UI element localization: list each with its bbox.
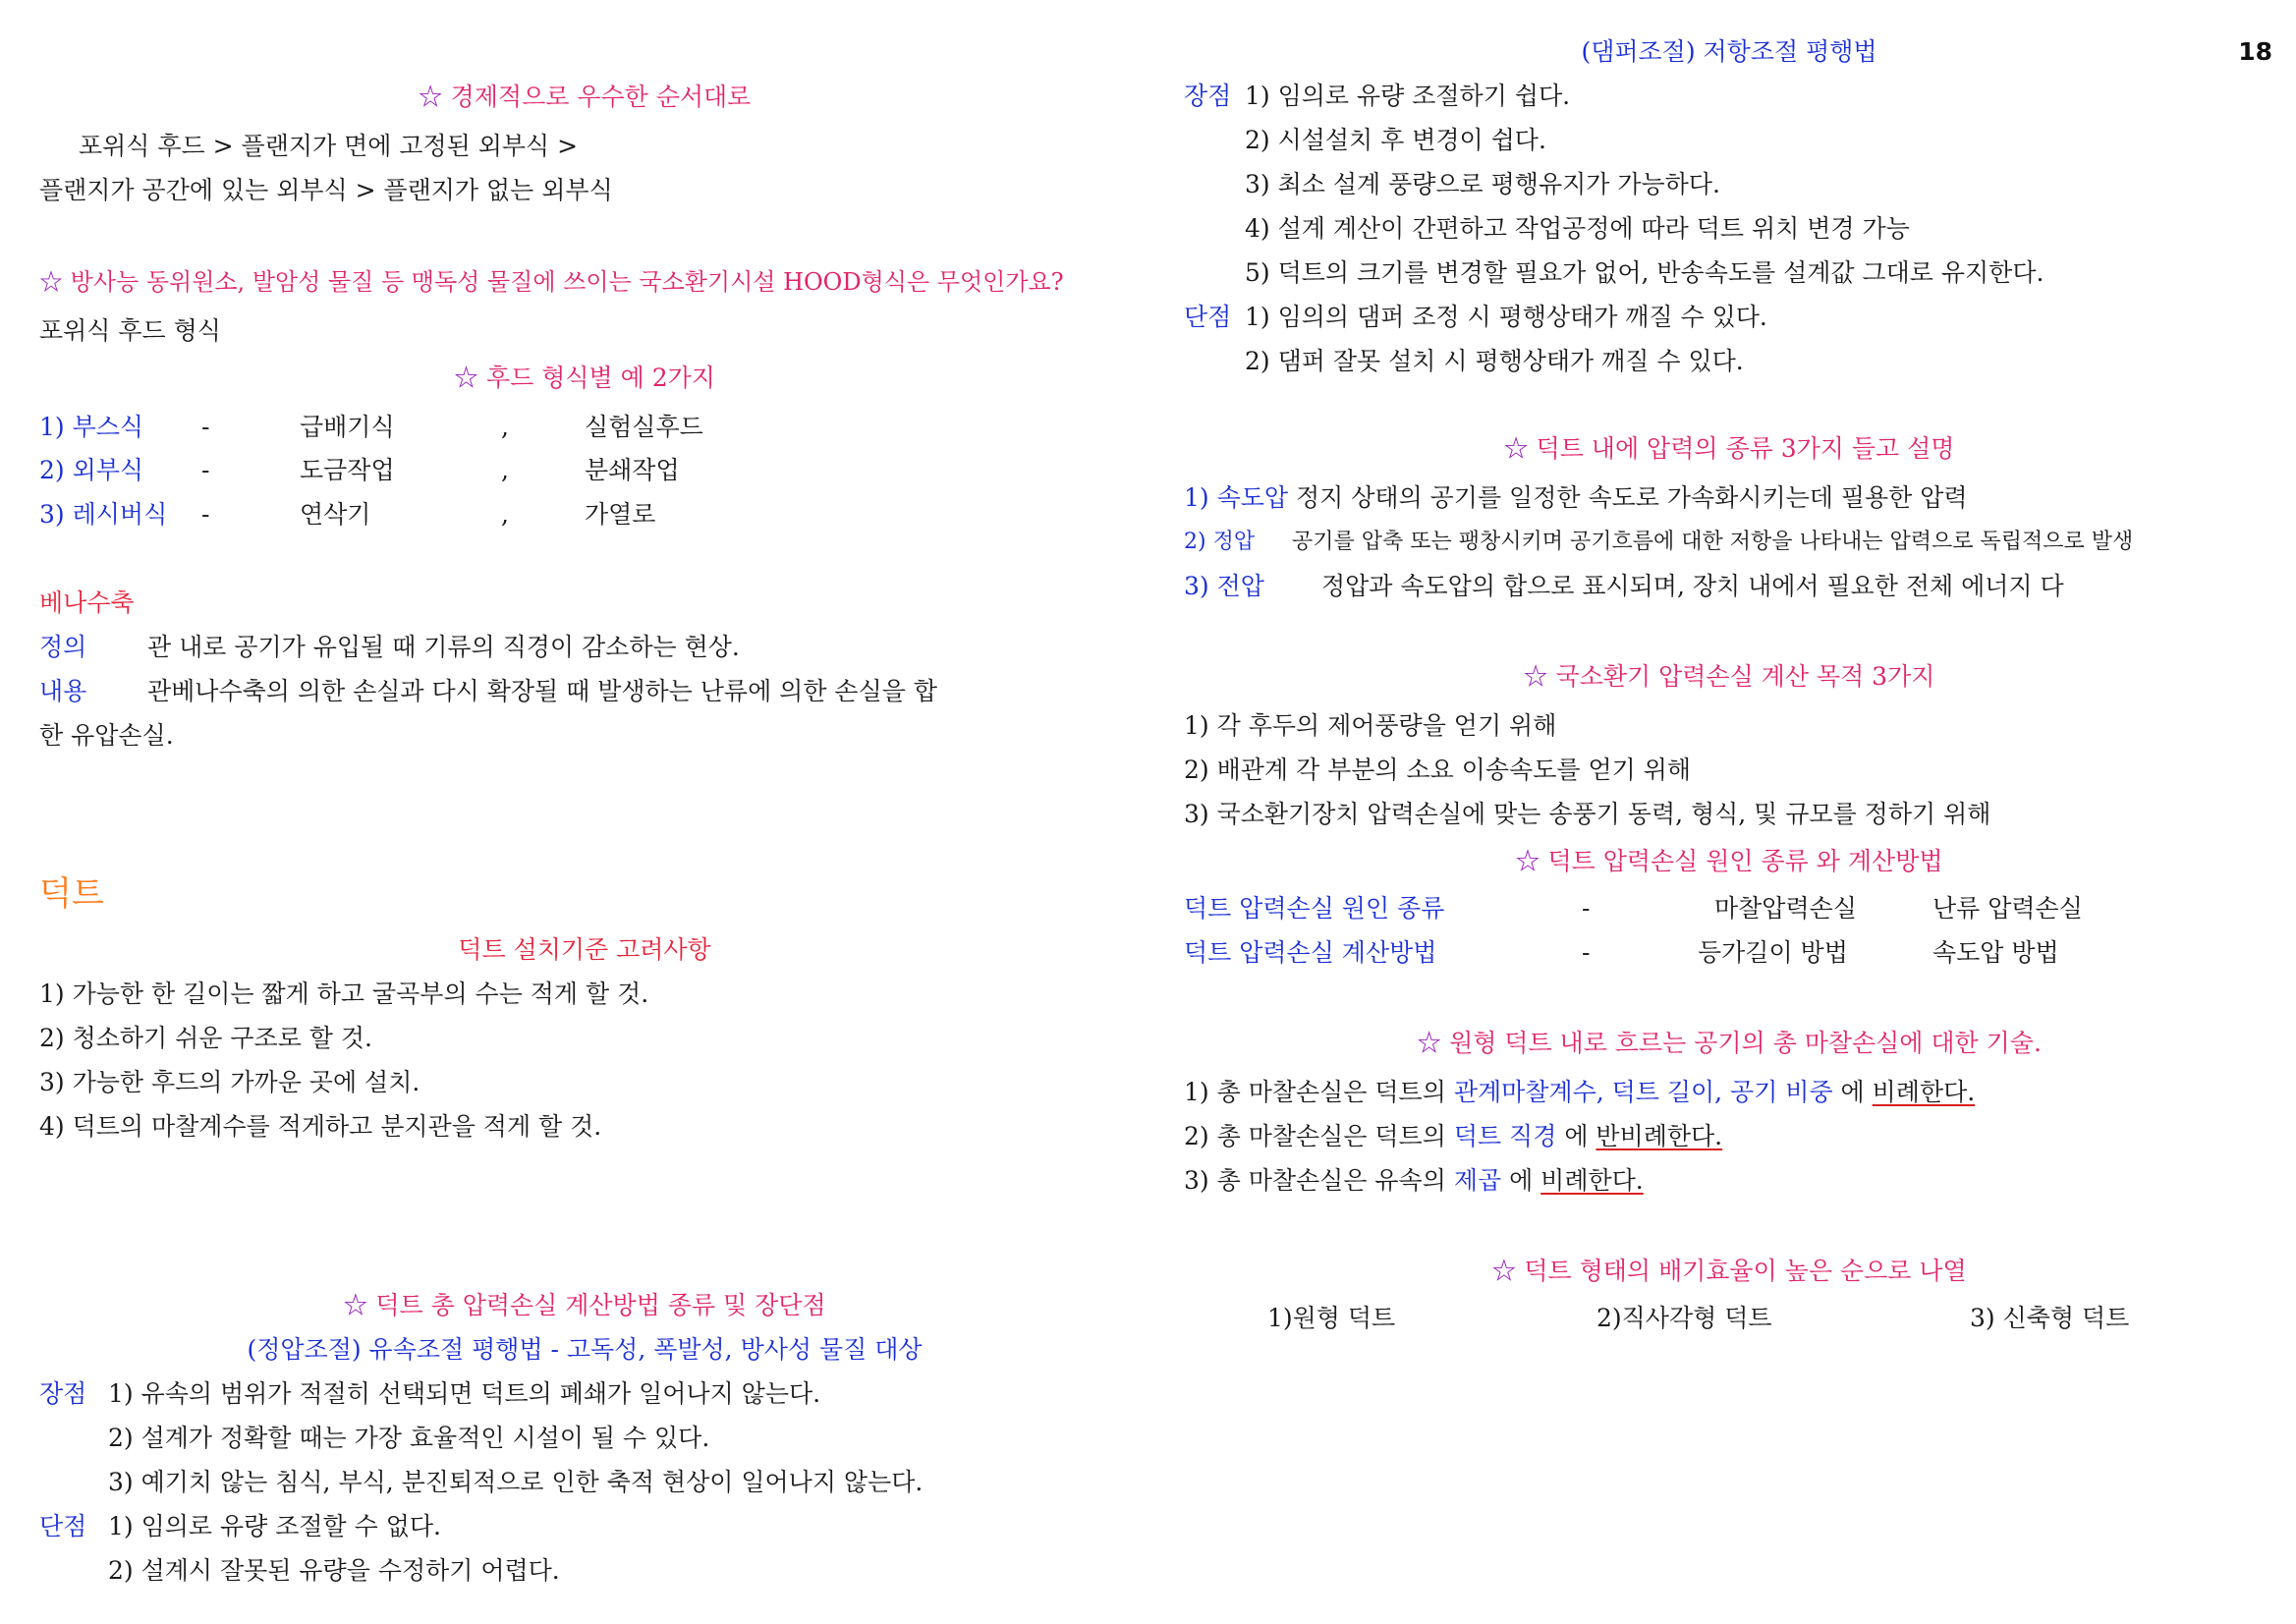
hood-example: 도금작업 (300, 456, 395, 484)
shape-1: 1)원형 덕트 (1267, 1304, 1396, 1332)
friction-relation: 비례한다. (1540, 1166, 1644, 1195)
hood-type-name: 레시버식 (72, 500, 168, 529)
pressure-title: 덕트 내에 압력의 종류 3가지 들고 설명 (1536, 434, 1955, 463)
shape-heading (1184, 1255, 2274, 1288)
star-icon: ☆ (1523, 662, 1548, 691)
purpose-heading (1184, 660, 2274, 694)
friction-text: 에 (1556, 1122, 1596, 1150)
dash: - (201, 456, 210, 484)
vena-content (39, 675, 937, 708)
hood-type-2-label (39, 454, 143, 487)
pressure-label: 3) 전압 (1184, 572, 1264, 600)
list-number: 2) (39, 456, 65, 484)
econ-line-1: 포위식 후드 > 플랜지가 면에 고정된 외부식 > (79, 132, 579, 160)
calc-title: 덕트 총 압력손실 계산방법 종류 및 장단점 (375, 1291, 826, 1319)
pressure-text: 공기를 압축 또는 팽창시키며 공기흐름에 대한 저항을 나타내는 압력으로 독립적으로 발생 (1292, 530, 2134, 554)
star-icon: ☆ (1503, 434, 1529, 463)
friction-item-1 (1184, 1076, 1975, 1109)
friction-item-3 (1184, 1164, 1644, 1198)
damper-adv-1 (1184, 80, 1570, 113)
friction-text: 2) 총 마찰손실은 덕트의 (1184, 1122, 1454, 1150)
vena-title: 베나수축 (39, 588, 135, 617)
dash: - (1582, 938, 1591, 967)
dash: - (201, 413, 210, 441)
star-icon: ☆ (1515, 847, 1540, 875)
content-text: 관베나수축의 의한 손실과 다시 확장될 때 발생하는 난류에 의한 손실을 합 (147, 677, 937, 705)
damper-disadv-1 (1184, 301, 1767, 334)
content-label: 내용 (39, 677, 87, 705)
page-number: 18 (2238, 37, 2272, 66)
hood-example: 분쇄작업 (585, 456, 680, 484)
purpose-title: 국소환기 압력손실 계산 목적 3가지 (1555, 662, 1935, 691)
advantage-label: 장점 (39, 1379, 87, 1408)
advantage-label: 장점 (1184, 82, 1232, 110)
list-item: 4) 덕트의 마찰계수를 적게하고 분지관을 적게 할 것. (39, 1112, 602, 1141)
comma: , (501, 456, 509, 484)
pressure-label: 1) 속도압 (1184, 483, 1289, 512)
hood-types-title: 후드 형식별 예 2가지 (486, 364, 715, 392)
disadvantage-label: 단점 (39, 1512, 87, 1540)
list-item: 5) 덕트의 크기를 변경할 필요가 없어, 반송속도를 설계값 그대로 유지한다. (1245, 258, 2044, 287)
calc-heading (39, 1289, 1130, 1322)
pressure-item-1 (1184, 481, 1968, 515)
friction-title: 원형 덕트 내로 흐르는 공기의 총 마찰손실에 대한 기술. (1449, 1029, 2042, 1057)
shape-title: 덕트 형태의 배기효율이 높은 순으로 나열 (1524, 1257, 1967, 1285)
list-item: 2) 배관계 각 부분의 소요 이송속도를 얻기 위해 (1184, 756, 1691, 784)
shape-2: 2)직사각형 덕트 (1596, 1304, 1772, 1332)
friction-key: 제곱 (1453, 1166, 1502, 1195)
loss-cause-label: 덕트 압력손실 원인 종류 (1184, 894, 1445, 923)
pressure-item-2 (1184, 526, 2133, 559)
definition-label: 정의 (39, 633, 87, 661)
list-item: 2) 댐퍼 잘못 설치 시 평행상태가 깨질 수 있다. (1245, 347, 1744, 375)
damper-title: (댐퍼조절) 저항조절 평행법 (1581, 37, 1877, 66)
hood-question-text: 방사능 동위원소, 발암성 물질 등 맹독성 물질에 쓰이는 국소환기시설 HOOD형식은 무엇인가요? (70, 268, 1064, 296)
list-item: 3) 최소 설계 풍량으로 평행유지가 가능하다. (1245, 170, 1720, 198)
hood-example: 급배기식 (300, 413, 395, 441)
list-item: 1) 임의의 댐퍼 조정 시 평행상태가 깨질 수 있다. (1245, 303, 1767, 331)
list-item: 2) 청소하기 쉬운 구조로 할 것. (39, 1024, 372, 1052)
definition-text: 관 내로 공기가 유입될 때 기류의 직경이 감소하는 현상. (147, 633, 740, 661)
hood-types-heading (39, 362, 1130, 395)
friction-text: 에 (1832, 1078, 1873, 1106)
friction-item-2 (1184, 1120, 1722, 1153)
list-item: 3) 국소환기장치 압력손실에 맞는 송풍기 동력, 형식, 및 규모를 정하기 위해 (1184, 800, 1991, 828)
vena-content-cont: 한 유압손실. (39, 721, 174, 750)
list-item: 2) 설계시 잘못된 유량을 수정하기 어렵다. (108, 1556, 560, 1585)
list-item: 1) 임의로 유량 조절할 수 없다. (108, 1512, 441, 1540)
loss-calc-1: 등가길이 방법 (1698, 938, 1848, 967)
section-heading-duct: 덕트 (39, 874, 104, 914)
econ-heading (39, 81, 1130, 114)
list-item: 1) 각 후두의 제어풍량을 얻기 위해 (1184, 711, 1557, 740)
vena-definition (39, 631, 740, 664)
list-item: 3) 예기치 않는 침식, 부식, 분진퇴적으로 인한 축적 현상이 일어나지 않는다. (108, 1468, 924, 1496)
friction-relation: 반비례한다. (1596, 1122, 1723, 1150)
hood-type-1-label (39, 411, 143, 444)
friction-key: 덕트 직경 (1453, 1122, 1557, 1150)
loss-cause-1: 마찰압력손실 (1714, 894, 1857, 923)
list-item: 1) 임의로 유량 조절하기 쉽다. (1245, 82, 1571, 110)
dash: - (1582, 894, 1591, 923)
loss-calc-2: 속도압 방법 (1932, 938, 2059, 967)
hood-type-3-label (39, 498, 167, 532)
duct-install-title: 덕트 설치기준 고려사항 (458, 935, 711, 964)
star-icon: ☆ (39, 268, 63, 296)
loss-heading (1184, 845, 2274, 878)
list-item: 1) 유속의 범위가 적절히 선택되면 덕트의 폐쇄가 일어나지 않는다. (108, 1379, 821, 1408)
list-item: 2) 설계가 정확할 때는 가장 효율적인 시설이 될 수 있다. (108, 1424, 710, 1452)
hood-example: 가열로 (585, 500, 656, 529)
star-icon: ☆ (1491, 1257, 1517, 1285)
star-icon: ☆ (343, 1291, 368, 1319)
econ-title: 경제적으로 우수한 순서대로 (450, 83, 752, 111)
loss-calc-label: 덕트 압력손실 계산방법 (1184, 938, 1437, 967)
pressure-heading (1184, 432, 2274, 466)
static-title: (정압조절) 유속조절 평행법 - 고독성, 폭발성, 방사성 물질 대상 (247, 1335, 923, 1364)
comma: , (501, 413, 509, 441)
pressure-text: 정지 상태의 공기를 일정한 속도로 가속화시키는데 필용한 압력 (1296, 483, 1968, 512)
static-adv-1 (39, 1377, 820, 1411)
friction-heading (1184, 1027, 2274, 1060)
list-item: 4) 설계 계산이 간편하고 작업공정에 따라 덕트 위치 변경 가능 (1245, 214, 1910, 243)
pressure-label: 2) 정압 (1184, 530, 1256, 554)
list-item: 3) 가능한 후드의 가까운 곳에 설치. (39, 1068, 420, 1096)
hood-type-name: 부스식 (72, 413, 144, 441)
friction-text: 에 (1501, 1166, 1541, 1195)
list-number: 1) (39, 413, 65, 441)
static-disadv-1 (39, 1510, 441, 1543)
friction-text: 1) 총 마찰손실은 덕트의 (1184, 1078, 1454, 1106)
friction-key: 관계마찰계수, 덕트 길이, 공기 비중 (1453, 1078, 1833, 1106)
pressure-item-3 (1184, 570, 2064, 603)
hood-answer: 포위식 후드 형식 (39, 316, 221, 345)
friction-relation: 비례한다. (1872, 1078, 1976, 1106)
list-number: 3) (39, 500, 65, 529)
hood-example: 실험실후드 (585, 413, 703, 441)
hood-type-name: 외부식 (72, 456, 144, 484)
comma: , (501, 500, 509, 529)
hood-question (39, 265, 1064, 299)
disadvantage-label: 단점 (1184, 303, 1232, 331)
loss-title: 덕트 압력손실 원인 종류 와 계산방법 (1547, 847, 1943, 875)
pressure-text: 정압과 속도압의 합으로 표시되며, 장치 내에서 필요한 전체 에너지 다 (1321, 572, 2064, 600)
list-item: 1) 가능한 한 길이는 짧게 하고 굴곡부의 수는 적게 할 것. (39, 980, 649, 1008)
dash: - (201, 500, 210, 529)
star-icon: ☆ (454, 364, 479, 392)
star-icon: ☆ (418, 83, 443, 111)
shape-3: 3) 신축형 덕트 (1970, 1304, 2130, 1332)
star-icon: ☆ (1417, 1029, 1442, 1057)
econ-line-2: 플랜지가 공간에 있는 외부식 > 플랜지가 없는 외부식 (39, 176, 613, 204)
friction-text: 3) 총 마찰손실은 유속의 (1184, 1166, 1454, 1195)
loss-cause-2: 난류 압력손실 (1932, 894, 2083, 923)
hood-example: 연삭기 (300, 500, 371, 529)
list-item: 2) 시설설치 후 변경이 쉽다. (1245, 126, 1546, 154)
